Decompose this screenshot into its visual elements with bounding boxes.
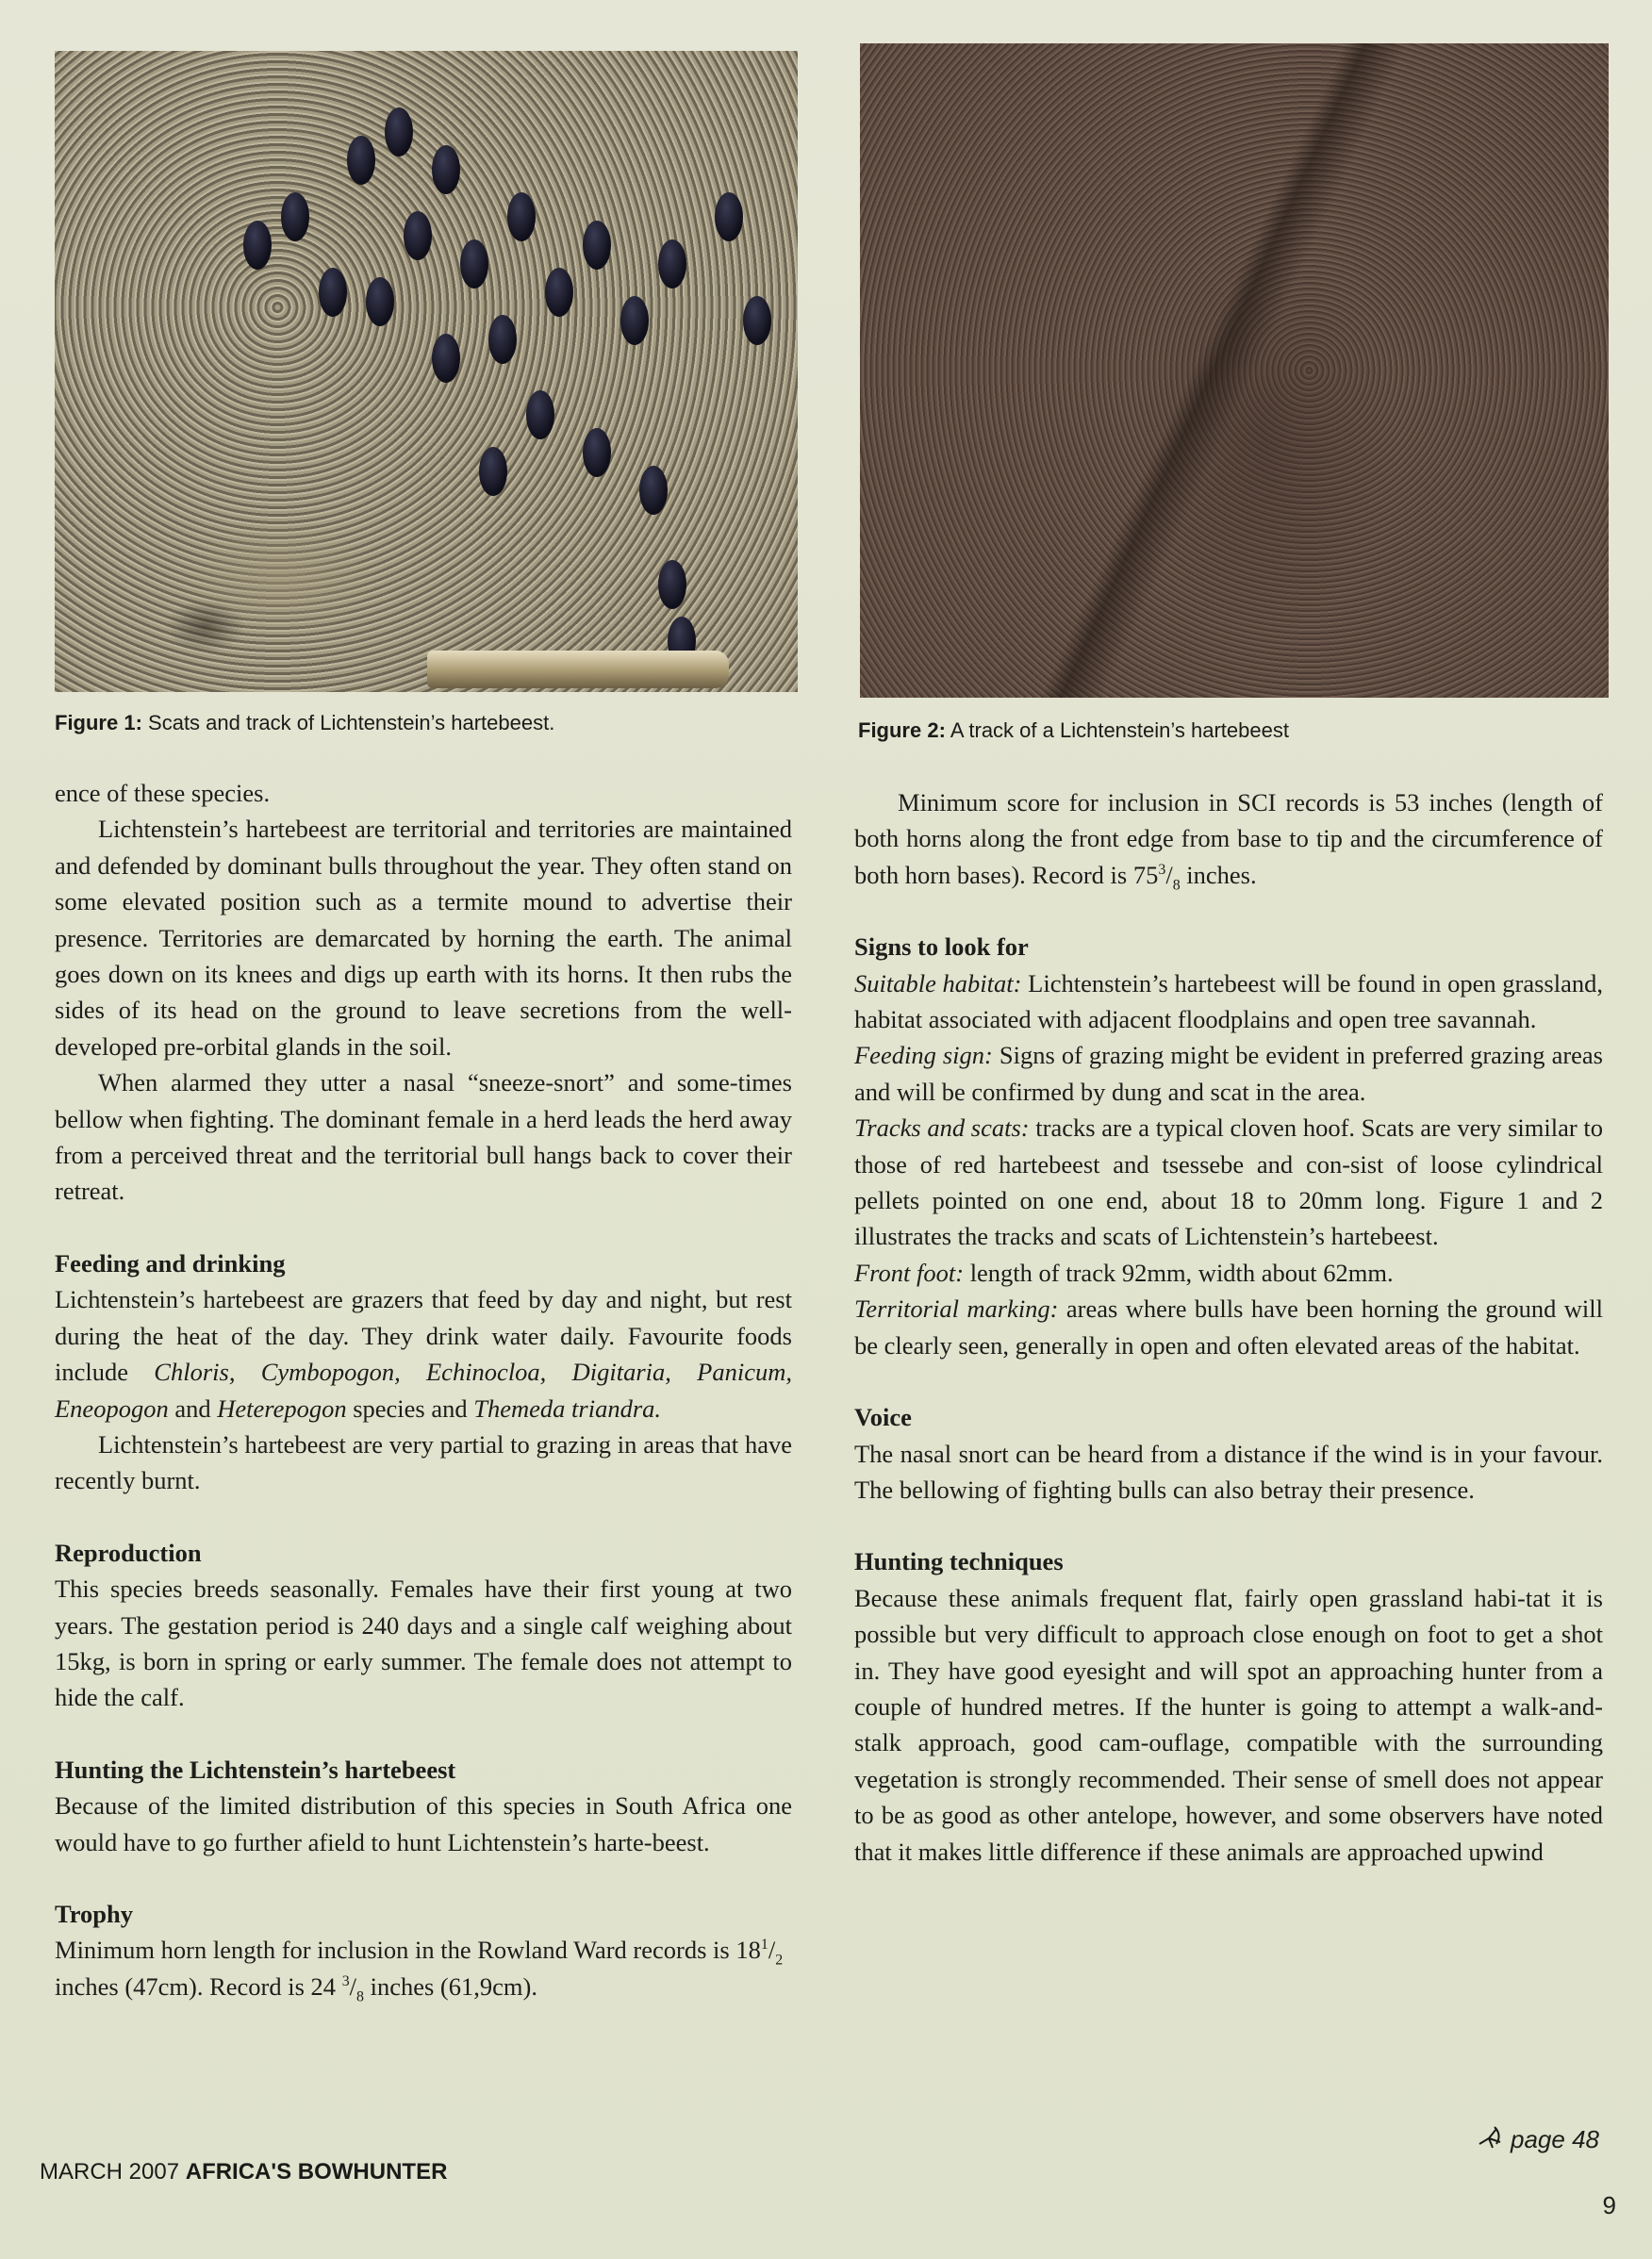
left-column [55,775,792,2004]
scat-pellet [658,239,686,289]
scat-pellet [432,334,460,383]
scat-pellet [243,221,272,270]
scat-pellet [404,211,432,260]
scat-pellet [507,192,536,241]
feeding-text: . [654,1393,662,1423]
trophy-text: inches (61,9cm). [363,1971,537,2001]
sign-label: Suitable habitat: [854,968,1022,998]
sci-text: inches. [1180,860,1257,889]
right-column [854,784,1603,1870]
reproduction-heading: Reproduction [55,1538,202,1567]
hunting-paragraph: Because of the limited distribution of this species in South Africa one would have to go further afield to hunt Lichtenstein’s harte-beest. [55,1791,792,1856]
scat-pellet [319,268,347,317]
trophy-text: Minimum horn length for inclusion in the Rowland Ward records is 18 [55,1936,761,1965]
scat-pellet [347,136,375,185]
scat-pellet [385,107,413,157]
sci-paragraph: Minimum score for inclusion in SCI records is 53 inches (length of both horns along the front edge from base to tip and the circumference of both horn bases). Record is $75^3/_8$ inches. [854,788,1603,894]
magazine-name: AFRICA'S BOWHUNTER [185,2159,448,2185]
hunting-heading: Hunting the Lichtenstein’s hartebeest [55,1755,456,1784]
scat-pellet [743,296,771,345]
sign-item [854,1255,1603,1291]
scat-pellet [715,192,743,241]
continued-on-page [1476,2125,1599,2154]
scat-pellet [281,192,309,241]
scat-pellet [639,466,668,515]
alarm-paragraph: When alarmed they utter a nasal “sneeze-snort” and some-times bellow when fighting. The dominant female in a herd leads the herd away from a perceived threat and the territorial bull hangs back to cover their retreat. [55,1068,792,1206]
figure-1-photo-scats-and-track [55,51,798,692]
reproduction-paragraph: This species breeds seasonally. Females have their first young at two years. The gestation period is 240 days and a single calf weighing about 15kg, is born in spring or early summer. The female does not attempt to hide the calf. [55,1575,792,1712]
species-list: Chloris, Cymbopogon, Echinocloa, Digitaria, Panicum, Eneopogon [55,1358,792,1423]
sign-text: areas where bulls have been horning the ground will be clearly seen, generally in open and often elevated areas of the habitat. [854,1294,1604,1360]
sign-label: Tracks and scats: [854,1113,1030,1143]
scat-pellet [366,277,394,326]
territorial-paragraph: Lichtenstein’s hartebeest are territorial and territories are maintained and defended by dominant bulls throughout the year. They often stand on some elevated position such as a termite mound to advertise their presence. Territories are demarcated by horning the earth. The animal goes down on its knees and digs up earth with its horns. It then rubs the sides of its head on the ground to leave secretions from the well-developed pre-orbital glands in the soil. [55,815,792,1061]
figure-2-caption-text: A track of a Lichtenstein’s hartebeest [950,718,1289,742]
species-name: Heterepogon [217,1393,347,1423]
trophy-heading: Trophy [55,1899,133,1928]
sign-item [854,965,1603,1038]
fraction-numerator: 3 [341,1972,350,1989]
sign-item [854,1291,1603,1363]
sign-label: Territorial marking: [854,1294,1059,1324]
scat-pellet [479,447,507,496]
scat-pellet [658,560,686,609]
scat-pellet [526,390,554,439]
scat-pellet [432,145,460,194]
species-name: Themeda triandra [473,1393,655,1423]
sign-label: Feeding sign: [854,1041,993,1070]
burnt-areas-paragraph: Lichtenstein’s hartebeest are very partial to grazing in areas that have recently burnt. [55,1429,792,1495]
feeding-text: Lichtenstein’s hartebeest are grazers that feed by day and night, but rest during the heat of the day. They drink water daily. Favourite foods include [55,1285,792,1387]
sign-text: tracks are a typical cloven hoof. Scats are very similar to those of red hartebeest and tsessebe and con-sist of loose cylindrical pellets pointed on one end, about 18 to 20mm long. Figure 1 and 2 illustrates the tracks and scats of Lichtenstein’s hartebeest. [854,1113,1603,1251]
scat-pellet [620,296,649,345]
voice-paragraph: The nasal snort can be heard from a distance if the wind is in your favour. The bellowing of fighting bulls can also betray their presence. [854,1439,1603,1504]
sign-text: length of track 92mm, width about 62mm. [964,1258,1394,1287]
fraction-denominator: 2 [775,1952,784,1969]
figure-1-caption [55,711,554,735]
sci-text: Minimum score for inclusion in SCI records is 53 inches (length of both horns along the front edge from base to tip and the circumference of both horn bases). Record is 75 [854,788,1603,889]
signs-heading: Signs to look for [854,932,1029,962]
archer-icon [1476,2125,1504,2152]
scat-pellet [488,315,517,364]
fraction-numerator: 3 [1158,861,1166,878]
trophy-paragraph: Minimum horn length for inclusion in the Rowland Ward records is $18^1/_2$ inches (47cm). Record is 24 $^3/_8$ inches (61,9cm). [55,1936,784,2005]
figure-2-label: Figure 2: [858,718,946,742]
scat-pellet [545,268,573,317]
fraction-denominator: 8 [1172,877,1181,894]
sign-item [854,1037,1603,1110]
sign-text: Lichtenstein’s hartebeest will be found in open grassland, habitat associated with adjacent floodplains and open tree savannah. [854,968,1603,1034]
techniques-heading: Hunting techniques [854,1547,1064,1576]
sign-label: Front foot: [854,1258,965,1287]
scat-pellet [460,239,488,289]
fraction-denominator: 8 [356,1988,364,2005]
figure-2-caption [858,718,1289,743]
scat-pellet [583,428,611,477]
figure-1-caption-text: Scats and track of Lichtenstein’s hartebeest. [148,711,555,734]
feeding-paragraph [55,1281,792,1426]
feeding-text: species and [346,1393,474,1423]
voice-heading: Voice [854,1403,912,1432]
feeding-text: and [168,1393,218,1423]
techniques-paragraph: Because these animals frequent flat, fairly open grassland habi-tat it is possible but very difficult to approach close enough on foot to get a shot in. They have good eyesight and will spot an approaching hunter from a couple of hundred metres. If the hunter is going to attempt a walk-and-stalk approach, good cam-ouflage, compatible with the surrounding vegetation is strongly recommended. Their sense of smell does not appear to be as good as other antelope, however, and some observers have noted that it makes little difference if these animals are approached upwind [854,1583,1603,1866]
intro-continued: ence of these species. [55,779,271,807]
trophy-text: inches (47cm). Record is 24 [55,1971,342,2001]
figure-1-label: Figure 1: [55,711,142,734]
fraction-numerator: 1 [760,1937,768,1954]
feeding-heading: Feeding and drinking [55,1248,286,1278]
page-footer [40,2159,447,2185]
figure-2-photo-track [860,43,1609,698]
sign-text: Signs of grazing might be evident in preferred grazing areas and will be confirmed by dung and scat in the area. [854,1041,1603,1106]
issue-date: MARCH 2007 [40,2159,186,2185]
cartridge-scale-reference [427,651,729,688]
scat-pellet [583,221,611,270]
continued-page-label: page 48 [1511,2125,1599,2153]
sign-item [854,1110,1603,1255]
page-number: 9 [1602,2191,1616,2219]
